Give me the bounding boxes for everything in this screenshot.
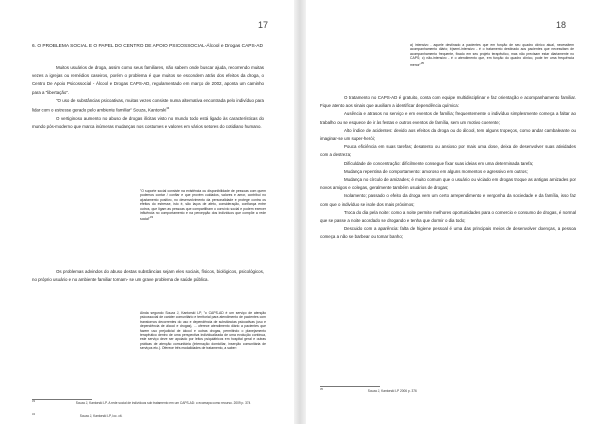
footnote-ref: 35 [420,60,424,65]
footnote-text: Souza J, Kantorski LP, loc. cit. [79,414,123,419]
list-item: Pouca eficiência em suas tarefas; desatento ou ansioso por mais uma dose, deixa de desenvolver suas atividades com a destreza; [320,144,576,158]
paragraph: O tratamento no CAPS-AD é gratuito, conta com equipe multidisciplinar e faz orientação e acompanhamento familiar. Fique atento aos sinais que auxiliam a identificar dependência química: [320,95,576,109]
section-heading: 6. O PROBLEMA SOCIAL E O PAPEL DO CENTRO DE APOIO PSICOSSOCIAL-Álcool e Drogas CAPS-AD [32,44,263,49]
right-page [306,0,600,424]
page-number: 17 [258,20,269,30]
footnote [320,388,570,393]
paragraph: O vertiginoso aumento no abuso de drogas ilícitas visto no mundo todo está ligado às características do mundo pós-moderno que marca inúmeras mudanças nos costumes e valores em vários setores do cotidiano humano. [32,115,264,129]
list-item: Descuido com a aparência: falta de higiene pessoal é uma das principais meios de desenvolver doenças, a pessoa começa a não se barbear ou tomar banho; [320,226,576,240]
list-item: Ausência e atrasos no serviço e em eventos de família; frequentemente o indivíduo simplesmente começa a faltar ao trabalho ou se esquece de ir às festas e outros eventos de família, sem um motivo coerente; [320,111,576,125]
quote-text: a) intensivo - aquele destinado a pacientes que em função de seu quadro clínico atual, necessitem acompanhamento diário; b)semi-intensivo - é o tratamento destinado aos pacientes que necessitam de acompanhamento frequente, fixado em seu projeto terapêutico, mas não precisam estar diariamente no CAPS; c) não-intensivo - é o atendimento que, em função do quadro clínico, pode ter uma frequência menor" [410,43,574,67]
paragraph: Os problemas advindos do abuso destas substâncias sejam eles sociais, físicos, biológicos, psicológicos, no próprio usuário e no ambiente familiar tornam- se um grave problema de saúde pública. [32,269,264,283]
paragraph-text: "O uso de substâncias psicoativas, muitas vezes consiste numa alternativa encontrada pelo indivíduo para lidar com o estresse gerado pelo ambiente familiar" Souza, Kantorski [32,97,264,113]
footnote-mark: 35 [320,388,323,391]
footnote-mark: 34 [32,413,35,416]
body-text [320,94,576,242]
body-text [32,268,264,284]
footnote-ref: 33 [166,107,170,111]
left-page [0,0,294,424]
footnote-text: Souza J, Kantorski LP. A rede social de indivíduos sob tratamento em um CAPS-AD: o ecomapa como recurso. 2009 p. 374 [75,401,251,406]
footnote-divider [320,386,380,387]
footnote-mark: 33 [32,400,35,403]
block-quote [140,189,266,222]
list-item: Troca do dia pela noite: como a noite permite melhores oportunidades para o comercio e consumo de drogas, é normal que se passe a noite acordado se drogando e tenha que dormir o dia todo; [320,209,576,224]
list-item: Mudança no círculo de amizades; é muito comum que o usuário ou viciado em drogas troque as antigas amizades por novos amigos e colegas, geralmente também usuários de drogas; [320,177,576,191]
footnote-text: Souza J, Kantorski LP 2006 p. 376 [367,389,417,394]
block-quote [410,43,574,67]
list-item: Alto índice de acidentes: devido aos efeitos da droga ou do álcool, tem alguns tropeços, como andar cambaleante ou imaginar-se um super-herói; [320,127,576,142]
body-text [32,64,264,131]
list-item: Mudança repentina de comportamento: amoroso em alguns momentos e agressivo em outros; [344,168,528,174]
paragraph: Muitos usuários de droga, assim como seus familiares, não sabem onde buscar ajuda, recorrendo muitas vezes a igrejas ou remédios caseiros, porém o problema é que muitos se escondem atrás dos efeitos da droga, o Centro De Apoio Psicossocial - Álcool e Drogas CAPS-AD, regulamentado em março de 2002, aponta um caminho para a "libertação". [32,65,264,95]
list-item: Isolamento; passado o efeito da droga vem um certo arrependimento e vergonha da sociedade e da família, isso faz com que o indivíduo se isole dos mais próximos; [320,193,576,207]
block-quote: Ainda segundo Souza J, Kantorski LP, "o CAPS-AD é um serviço de atenção psicossocial de caráter comunitário e territorial para atendimento de pacientes com transtornos decorrentes do uso e dependência de substâncias psicoativas (uso e dependência de álcool e drogas), ... oferece atendimento diário a pacientes que fazem uso prejudicial de álcool e outras drogas, permitindo o planejamento terapêutico dentro de uma perspectiva individualizada de uma evolução contínua, este serviço deve ser apoiado por leitos psiquiátricos em hospital geral e outras práticas de atenção comunitária (internação domiciliar, inserção comunitária de serviços etc.). Oferece três modalidades de tratamento, a saber: [140,311,266,351]
paragraph [32,97,264,115]
footnote-ref: 33 [149,215,154,220]
quote-text: "O suporte social consiste na existência ou disponibilidade de pessoas com quem podemos contar / confiar e que provém cuidados, valores e amor, contribui no ajustamento positivo, no desenvolvimento da personalidade e protege contra os efeitos do estresse, isto é, são laços de afeto, consideração, confiança entre outros, que ligam as pessoas que compartilham o convívio social e podem exercer influência no comportamento e na percepção dos indivíduos que compõe a rede social" [140,189,266,222]
page-number: 18 [556,20,567,30]
footnote [32,400,268,405]
footnote [32,413,268,418]
book-gutter [294,0,306,424]
list-item: Dificuldade de concentração: dificilmente consegue fixar suas ideias em uma determinada tarefa; [344,160,534,166]
